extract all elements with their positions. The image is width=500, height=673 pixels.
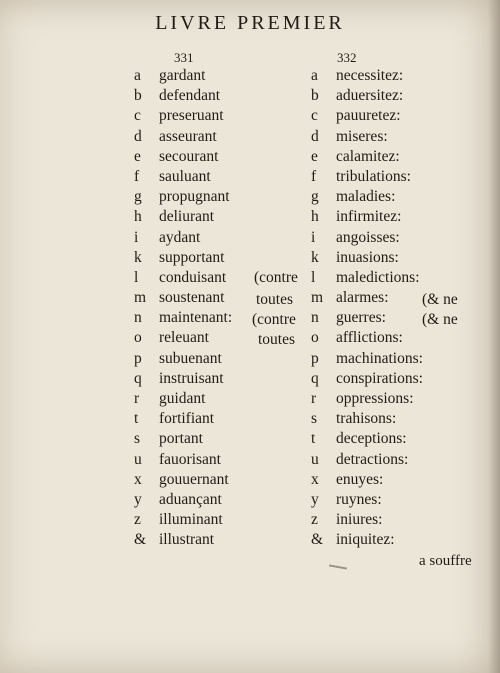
- list-word: propugnant: [159, 188, 230, 206]
- list-item: [311, 228, 423, 248]
- list-item: [311, 530, 423, 550]
- list-item: [134, 207, 232, 227]
- list-item: [311, 349, 423, 369]
- list-item: [134, 106, 232, 126]
- list-word: detractions:: [336, 450, 409, 468]
- left-column: [134, 66, 232, 551]
- list-letter: r: [311, 390, 317, 407]
- list-letter: b: [134, 87, 142, 105]
- list-word: iniquitez:: [336, 531, 395, 549]
- column-number-left: 331: [174, 50, 194, 65]
- list-word: angoisses:: [336, 228, 400, 246]
- list-item: [311, 167, 423, 187]
- list-item: [311, 510, 423, 530]
- list-word: calamitez:: [336, 147, 400, 165]
- list-letter: q: [134, 369, 142, 387]
- list-word: asseurant: [159, 127, 217, 145]
- list-word: enuyes:: [336, 470, 384, 488]
- list-letter: m: [311, 289, 324, 307]
- list-letter: x: [134, 470, 142, 488]
- list-word: fauorisant: [159, 450, 221, 468]
- list-letter: y: [311, 490, 319, 508]
- list-letter: d: [134, 127, 142, 145]
- list-item: [134, 389, 232, 409]
- list-item: [311, 207, 423, 227]
- list-item: [311, 308, 423, 328]
- bracket-contre: (contre: [252, 311, 296, 328]
- list-letter: c: [311, 107, 318, 125]
- column-number-right: 332: [337, 50, 357, 65]
- list-word: soustenant: [159, 289, 225, 307]
- list-item: [311, 147, 423, 167]
- list-word: aydant: [159, 228, 201, 246]
- list-word: supportant: [159, 248, 225, 266]
- list-word: aduersitez:: [336, 87, 404, 105]
- list-letter: k: [311, 248, 319, 266]
- list-item: [134, 228, 232, 248]
- list-word: alarmes:: [336, 289, 389, 307]
- list-item: [311, 490, 423, 510]
- list-letter: n: [134, 309, 142, 327]
- list-item: [134, 86, 232, 106]
- list-letter: p: [134, 349, 142, 367]
- list-word: inuasions:: [336, 248, 399, 266]
- list-letter: x: [311, 470, 319, 488]
- list-item: [134, 268, 232, 288]
- list-word: conspirations:: [336, 369, 423, 387]
- list-word: guidant: [159, 390, 206, 407]
- right-column: [311, 66, 423, 551]
- list-letter: k: [134, 248, 142, 266]
- list-word: instruisant: [159, 369, 224, 387]
- list-letter: s: [311, 410, 318, 428]
- list-item: [134, 409, 232, 429]
- list-letter: g: [311, 188, 319, 206]
- ink-smudge: [329, 564, 347, 569]
- list-letter: y: [134, 490, 142, 508]
- list-item: [311, 106, 423, 126]
- list-word: deliurant: [159, 208, 215, 226]
- list-item: [311, 328, 423, 348]
- list-letter: r: [134, 390, 140, 407]
- bracket-and-ne: (& ne: [422, 291, 458, 308]
- list-letter: a: [311, 67, 318, 84]
- list-letter: z: [134, 511, 141, 529]
- list-word: gardant: [159, 67, 206, 84]
- bracket-and-ne: (& ne: [422, 311, 458, 328]
- list-word: illuminant: [159, 511, 223, 529]
- list-letter: o: [311, 329, 319, 347]
- list-letter: u: [134, 450, 142, 468]
- bracket-contre: (contre: [254, 269, 298, 286]
- list-item: [311, 86, 423, 106]
- list-letter: h: [311, 208, 319, 226]
- list-item: [134, 147, 232, 167]
- list-letter: t: [134, 410, 139, 428]
- list-word: gouuernant: [159, 470, 229, 488]
- list-item: [311, 389, 423, 409]
- list-letter: &: [311, 531, 324, 549]
- list-item: [311, 369, 423, 389]
- list-item: [134, 248, 232, 268]
- list-item: [134, 127, 232, 147]
- list-letter: q: [311, 369, 319, 387]
- list-letter: h: [134, 208, 142, 226]
- list-letter: c: [134, 107, 141, 125]
- list-word: oppressions:: [336, 390, 414, 407]
- list-letter: l: [311, 268, 316, 286]
- list-letter: l: [134, 268, 139, 286]
- list-item: [134, 328, 232, 348]
- list-word: illustrant: [159, 531, 215, 549]
- list-word: infirmitez:: [336, 208, 402, 226]
- list-word: conduisant: [159, 268, 227, 286]
- list-word: maladies:: [336, 188, 396, 206]
- list-letter: u: [311, 450, 319, 468]
- list-item: [311, 409, 423, 429]
- list-word: sauluant: [159, 167, 211, 185]
- list-letter: g: [134, 188, 142, 206]
- list-word: guerres:: [336, 309, 386, 327]
- bracket-toutes: toutes: [256, 291, 294, 308]
- page-edge-shadow: [488, 0, 500, 673]
- list-item: [134, 369, 232, 389]
- list-word: machinations:: [336, 349, 423, 367]
- list-word: releuant: [159, 329, 209, 347]
- list-item: [311, 248, 423, 268]
- running-head: LIVRE PREMIER: [155, 12, 345, 34]
- list-item: [134, 308, 232, 328]
- list-word: tribulations:: [336, 167, 411, 185]
- list-word: necessitez:: [336, 67, 404, 84]
- list-item: [134, 450, 232, 470]
- list-letter: f: [311, 167, 317, 185]
- list-letter: i: [134, 228, 139, 246]
- list-word: maledictions:: [336, 268, 420, 286]
- list-word: secourant: [159, 147, 219, 165]
- list-word: fortifiant: [159, 410, 215, 428]
- list-letter: f: [134, 167, 140, 185]
- list-letter: o: [134, 329, 142, 347]
- list-word: afflictions:: [336, 329, 403, 347]
- list-letter: d: [311, 127, 319, 145]
- list-item: [134, 429, 232, 449]
- list-item: [134, 470, 232, 490]
- list-item: [134, 490, 232, 510]
- list-letter: &: [134, 531, 147, 549]
- list-letter: z: [311, 511, 318, 529]
- list-letter: b: [311, 87, 319, 105]
- list-item: [311, 187, 423, 207]
- list-item: [311, 66, 423, 86]
- list-item: [311, 470, 423, 490]
- list-word: subuenant: [159, 349, 222, 367]
- list-letter: p: [311, 349, 319, 367]
- list-item: [134, 510, 232, 530]
- catchword: a souffre: [419, 553, 472, 569]
- list-letter: m: [134, 289, 147, 307]
- list-item: [134, 349, 232, 369]
- list-letter: e: [134, 147, 141, 165]
- list-word: preseruant: [159, 107, 224, 125]
- list-item: [134, 187, 232, 207]
- list-word: maintenant:: [159, 309, 233, 327]
- list-letter: t: [311, 430, 316, 448]
- list-item: [311, 288, 423, 308]
- list-letter: e: [311, 147, 318, 165]
- list-word: ruynes:: [336, 490, 382, 508]
- list-word: miseres:: [336, 127, 388, 145]
- list-word: portant: [159, 430, 203, 448]
- list-item: [134, 530, 232, 550]
- list-word: defendant: [159, 87, 221, 105]
- list-item: [311, 127, 423, 147]
- list-word: iniures:: [336, 511, 383, 529]
- list-letter: s: [134, 430, 141, 448]
- list-item: [311, 429, 423, 449]
- list-item: [134, 288, 232, 308]
- list-word: deceptions:: [336, 430, 407, 448]
- list-letter: i: [311, 228, 316, 246]
- list-word: aduançant: [159, 490, 222, 508]
- list-item: [311, 268, 423, 288]
- list-item: [311, 450, 423, 470]
- list-item: [134, 167, 232, 187]
- bracket-toutes: toutes: [258, 331, 296, 348]
- list-letter: a: [134, 67, 141, 84]
- list-word: pauuretez:: [336, 107, 401, 125]
- list-letter: n: [311, 309, 319, 327]
- list-word: trahisons:: [336, 410, 397, 428]
- list-item: [134, 66, 232, 86]
